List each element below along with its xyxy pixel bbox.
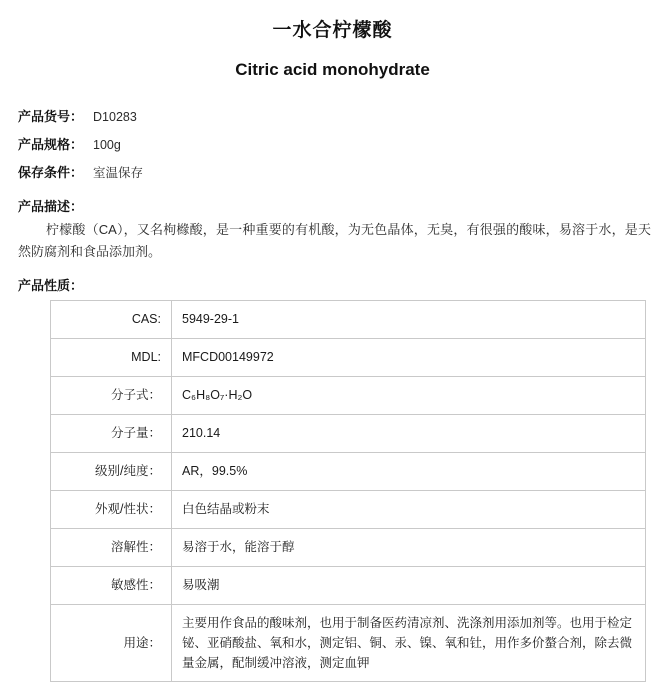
table-row bbox=[51, 301, 646, 339]
meta-row-storage-condition bbox=[18, 164, 651, 182]
properties-label: 产品性质： bbox=[18, 278, 84, 293]
table-row bbox=[51, 377, 646, 415]
meta-label-product-spec: 产品规格： bbox=[18, 137, 84, 152]
table-row bbox=[51, 453, 646, 491]
meta-label-product-code: 产品货号： bbox=[18, 109, 84, 124]
description-text: 柠檬酸（CA），又名枸橼酸，是一种重要的有机酸，为无色晶体，无臭，有很强的酸味，易溶于水，是天然防腐剂和食品添加剂。 bbox=[18, 222, 651, 259]
property-value-solubility: 易溶于水，能溶于醇 bbox=[172, 529, 646, 567]
property-key-mdl: MDL: bbox=[51, 339, 172, 377]
property-key-solubility: 溶解性： bbox=[51, 529, 172, 567]
table-row bbox=[51, 529, 646, 567]
property-key-appearance: 外观/性状： bbox=[51, 491, 172, 529]
property-value-cas: 5949-29-1 bbox=[172, 301, 646, 339]
property-value-sensitivity: 易吸潮 bbox=[172, 567, 646, 605]
meta-label-storage-condition: 保存条件： bbox=[18, 165, 84, 180]
meta-row-product-code bbox=[18, 108, 651, 126]
property-key-molecular-weight: 分子量： bbox=[51, 415, 172, 453]
description-label: 产品描述： bbox=[18, 199, 84, 214]
page-title-english: Citric acid monohydrate bbox=[235, 60, 430, 79]
meta-row-product-spec bbox=[18, 136, 651, 154]
property-key-formula: 分子式： bbox=[51, 377, 172, 415]
meta-value-product-spec: 100g bbox=[93, 138, 121, 152]
property-value-grade-purity: AR，99.5% bbox=[172, 453, 646, 491]
property-key-grade-purity: 级别/纯度： bbox=[51, 453, 172, 491]
table-row bbox=[51, 339, 646, 377]
property-key-sensitivity: 敏感性： bbox=[51, 567, 172, 605]
property-value-usage: 主要用作食品的酸味剂，也用于制备医药清凉剂、洗涤剂用添加剂等。也用于检定铋、亚硝酸盐、氧和水，测定铝、铜、汞、镍、氧和钍，用作多价螯合剂，除去微量金属，配制缓冲溶液，测定血钾 bbox=[172, 605, 646, 682]
product-meta-block bbox=[14, 108, 651, 182]
property-value-molecular-weight: 210.14 bbox=[172, 415, 646, 453]
meta-value-storage-condition: 室温保存 bbox=[93, 166, 144, 180]
table-row bbox=[51, 605, 646, 682]
meta-value-product-code: D10283 bbox=[93, 110, 137, 124]
property-value-mdl: MFCD00149972 bbox=[172, 339, 646, 377]
property-value-appearance: 白色结晶或粉末 bbox=[172, 491, 646, 529]
property-value-formula: C₆H₈O₇·H₂O bbox=[172, 377, 646, 415]
document-page bbox=[0, 18, 665, 670]
property-key-usage: 用途： bbox=[51, 605, 172, 682]
table-row bbox=[51, 491, 646, 529]
page-title-chinese: 一水合柠檬酸 bbox=[272, 20, 393, 41]
table-row bbox=[51, 567, 646, 605]
table-row bbox=[51, 415, 646, 453]
property-key-cas: CAS: bbox=[51, 301, 172, 339]
